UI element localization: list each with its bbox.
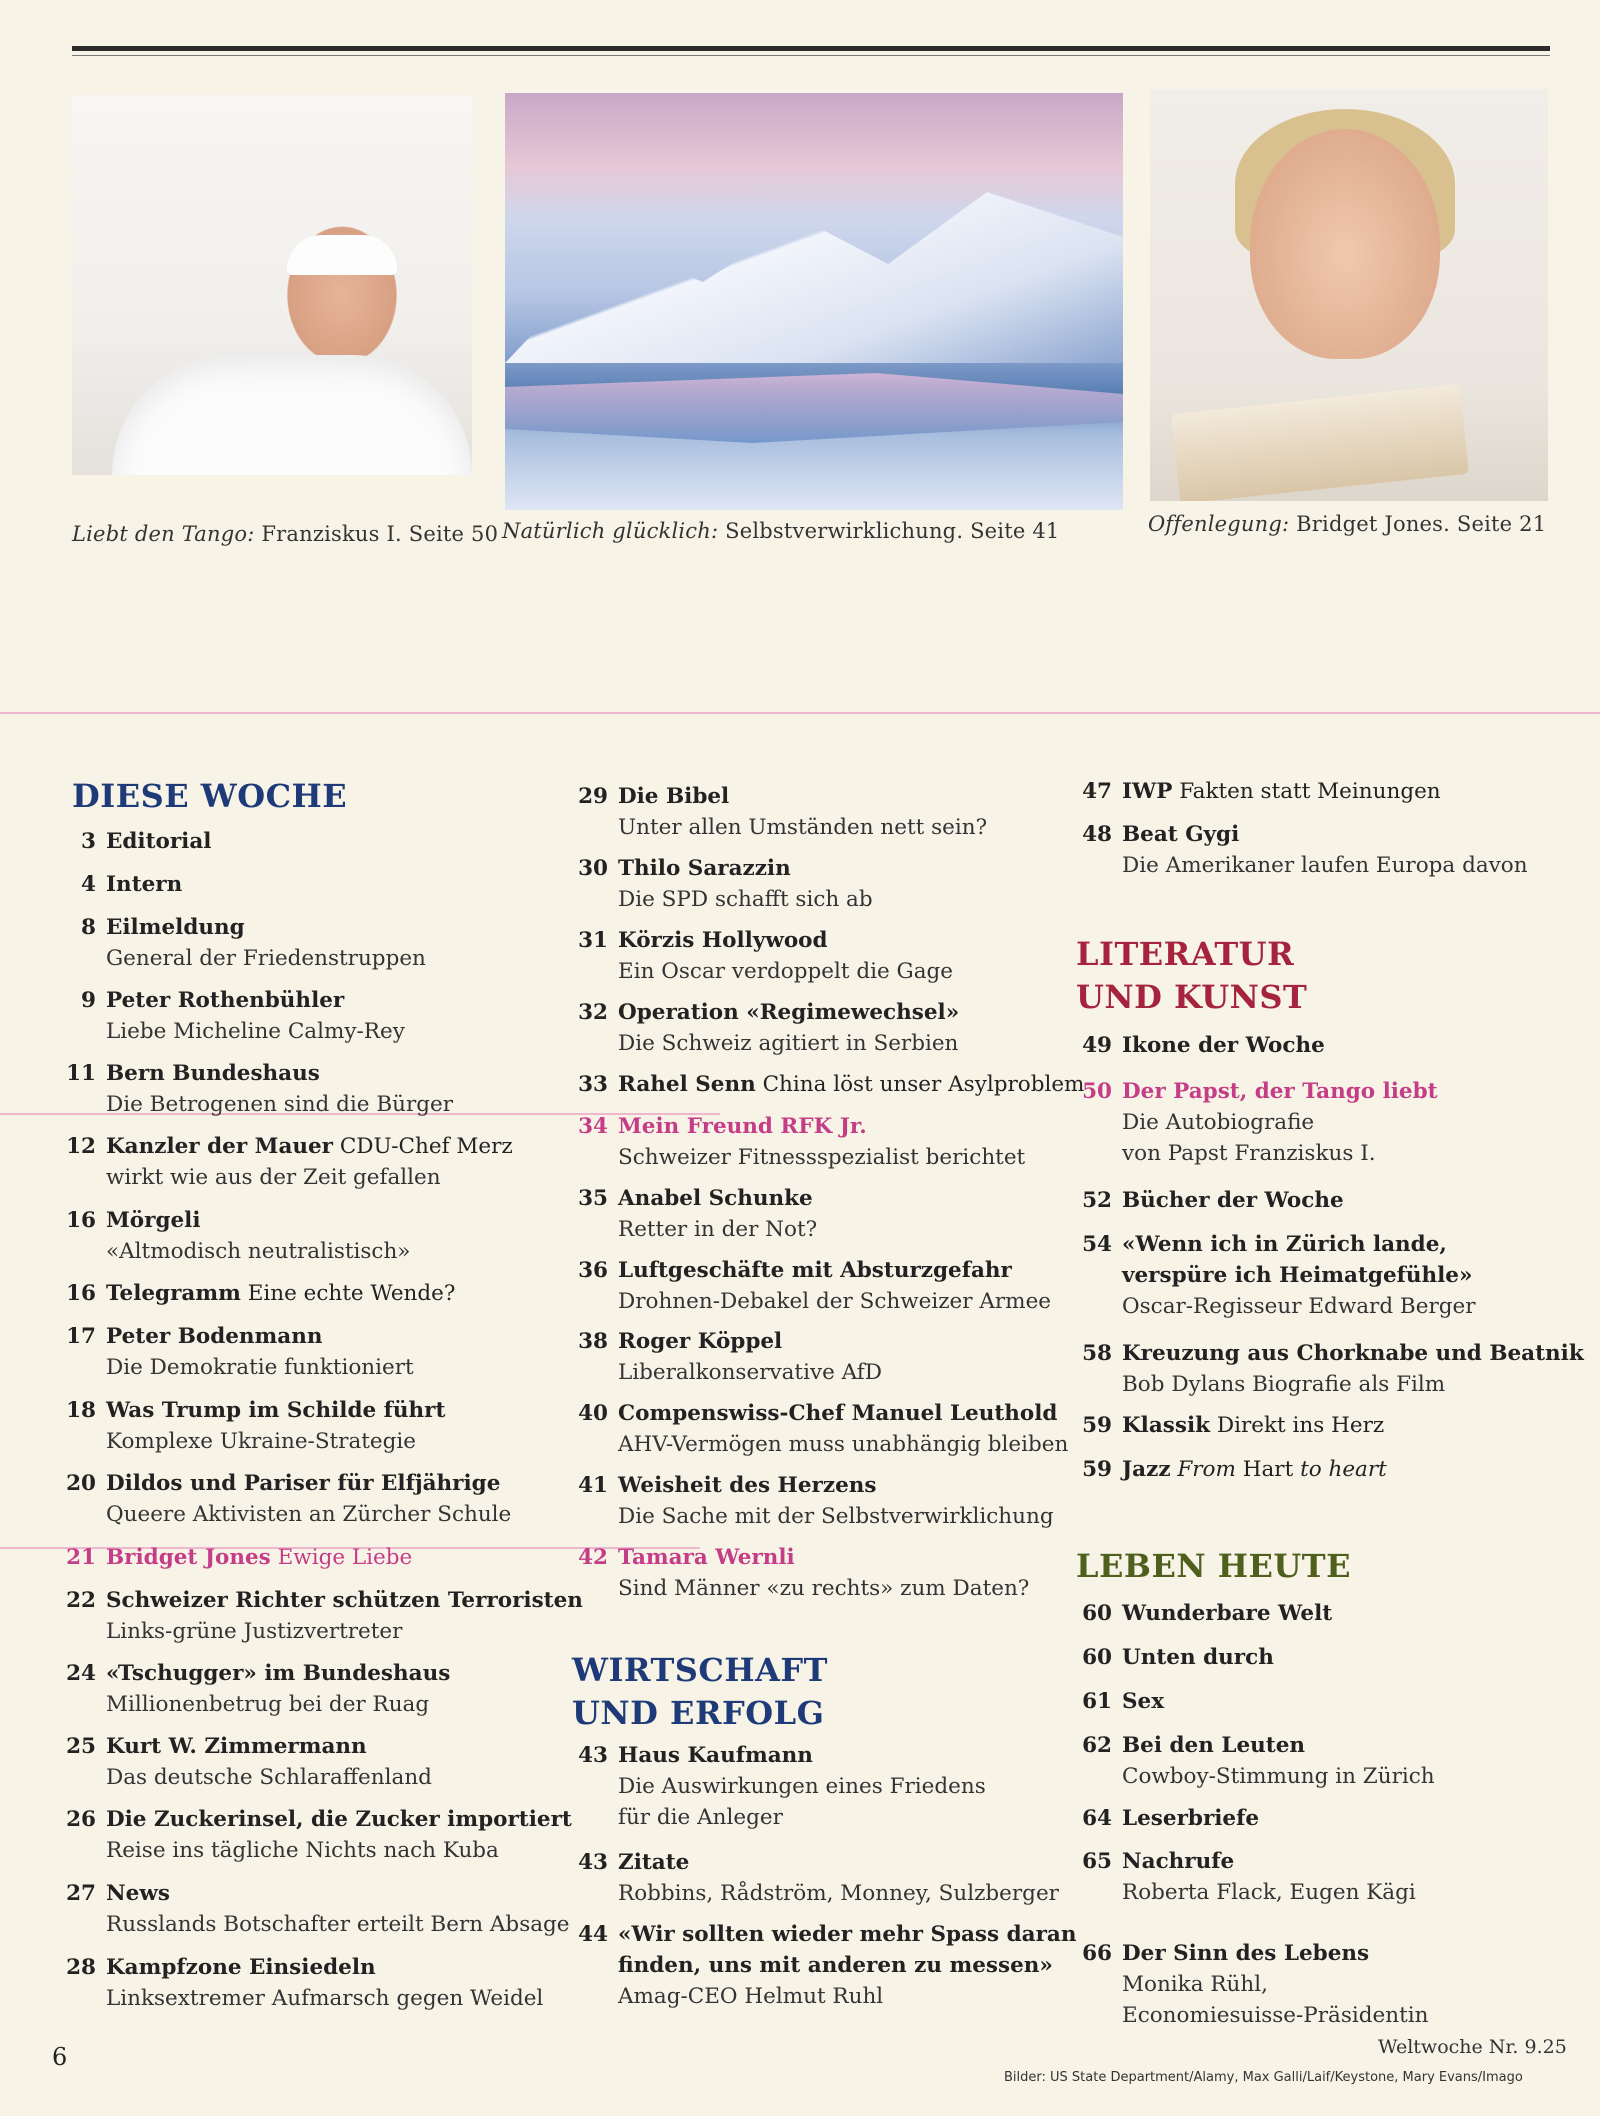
page-number-ref: 43 (578, 1743, 608, 1768)
page-number-ref: 54 (1082, 1232, 1112, 1257)
page-number-ref: 31 (578, 928, 608, 953)
entry-subtitle-line2: von Papst Franziskus I. (1122, 1141, 1376, 1166)
entry-title (1122, 1846, 1234, 1877)
entry-title (106, 1952, 376, 1983)
entry-title-line2: finden, uns mit anderen zu messen» (618, 1953, 1053, 1978)
entry-title (1122, 1730, 1305, 1761)
entry-title-italic: From (1170, 1457, 1236, 1482)
page-number-ref: 62 (1082, 1733, 1112, 1758)
entry-title-rest: Eine echte Wende? (240, 1281, 456, 1306)
entry-title-text: Leserbriefe (1122, 1806, 1260, 1831)
section-heading: LEBEN HEUTE (1076, 1547, 1351, 1585)
entry-subtitle: Die Sache mit der Selbstverwirklichung (618, 1504, 1054, 1529)
entry-title-text: Der Sinn des Lebens (1122, 1941, 1370, 1966)
page-number-ref: 8 (81, 915, 96, 940)
entry-title-rest: Hart (1235, 1457, 1294, 1482)
entry-title (618, 781, 729, 812)
entry-title (106, 1205, 201, 1236)
entry-title (106, 1804, 572, 1835)
entry-subtitle: «Altmodisch neutralistisch» (106, 1239, 411, 1264)
magazine-issue: Weltwoche Nr. 9.25 (1378, 2036, 1567, 2058)
photo-mountain-lake (505, 93, 1123, 510)
entry-title (1122, 1598, 1332, 1629)
section-heading: UND ERFOLG (572, 1694, 825, 1732)
entry-title-rest: Fakten statt Meinungen (1172, 779, 1441, 804)
entry-title (618, 1326, 782, 1357)
page-number-ref: 24 (66, 1661, 96, 1686)
entry-title (106, 1395, 445, 1426)
entry-title (618, 1740, 813, 1771)
page-number-ref: 60 (1082, 1645, 1112, 1670)
entry-subtitle: Millionenbetrug bei der Ruag (106, 1692, 430, 1717)
page-number-ref: 42 (578, 1545, 608, 1570)
section-leben (1076, 1545, 1351, 1588)
entry-title-text: Bern Bundeshaus (106, 1061, 320, 1086)
page-number-ref: 3 (81, 829, 96, 854)
page-number-ref: 34 (578, 1114, 608, 1139)
page-number-ref: 27 (66, 1881, 96, 1906)
entry-subtitle: Unter allen Umständen nett sein? (618, 815, 988, 840)
entry-title-text: Sex (1122, 1689, 1165, 1714)
entry-title (618, 1183, 813, 1214)
entry-title-rest: CDU-Chef Merz (333, 1134, 513, 1159)
entry-title-text: Rahel Senn (618, 1072, 756, 1097)
entry-title-text: Editorial (106, 829, 212, 854)
entry-title-text: IWP (1122, 779, 1173, 804)
page-number-ref: 59 (1082, 1457, 1112, 1482)
caption-mountain: Natürlich glücklich: Selbstverwirklichung. Seite 41 (502, 519, 1060, 543)
entry-title-text: Telegramm (106, 1281, 241, 1306)
page-number-ref: 16 (66, 1281, 96, 1306)
entry-title (1122, 1686, 1164, 1717)
entry-title-text: Wunderbare Welt (1122, 1601, 1333, 1626)
page-number-ref: 26 (66, 1807, 96, 1832)
entry-title-text: Weisheit des Herzens (618, 1473, 877, 1498)
entry-title-text: Mörgeli (106, 1208, 201, 1233)
entry-title-text: Kanzler der Mauer (106, 1134, 334, 1159)
entry-subtitle: Die Amerikaner laufen Europa davon (1122, 853, 1528, 878)
page-number-ref: 61 (1082, 1689, 1112, 1714)
entry-subtitle: Die Auswirkungen eines Friedens (618, 1774, 986, 1799)
photo-bridget-jones (1150, 89, 1548, 501)
page-number-ref: 25 (66, 1734, 96, 1759)
page-number-ref: 40 (578, 1401, 608, 1426)
entry-subtitle: Das deutsche Schlaraffenland (106, 1765, 432, 1790)
page-number-ref: 64 (1082, 1806, 1112, 1831)
entry-title-text: Beat Gygi (1122, 822, 1240, 847)
entry-title-text: Kurt W. Zimmermann (106, 1734, 367, 1759)
page-number-ref: 28 (66, 1955, 96, 1980)
entry-title-text: «Wenn ich in Zürich lande, (1122, 1232, 1447, 1257)
entry-subtitle: Ein Oscar verdoppelt die Gage (618, 959, 954, 984)
entry-subtitle: Russlands Botschafter erteilt Bern Absage (106, 1912, 570, 1937)
entry-title-text: Unten durch (1122, 1645, 1274, 1670)
entry-subtitle: Amag-CEO Helmut Ruhl (618, 1984, 884, 2009)
entry-title-text: Zitate (618, 1850, 690, 1875)
entry-title (1122, 1454, 1387, 1485)
entry-title-text: Ikone der Woche (1122, 1033, 1325, 1058)
entry-title (106, 1658, 450, 1689)
entry-title-rest: China löst unser Asylproblem (755, 1072, 1085, 1097)
entry-subtitle: Queere Aktivisten an Zürcher Schule (106, 1502, 512, 1527)
entry-subtitle: Die Autobiografie (1122, 1110, 1315, 1135)
entry-title (618, 925, 828, 956)
entry-subtitle: Retter in der Not? (618, 1217, 818, 1242)
entry-title-text: Körzis Hollywood (618, 928, 828, 953)
entry-subtitle: Die Betrogenen sind die Bürger (106, 1092, 454, 1117)
section-wirtschaft (572, 1649, 828, 1735)
page-number-ref: 58 (1082, 1341, 1112, 1366)
entry-subtitle: Monika Rühl, (1122, 1972, 1268, 1997)
page-number-ref: 33 (578, 1072, 608, 1097)
entry-title-text: Luftgeschäfte mit Absturzgefahr (618, 1258, 1012, 1283)
entry-title-text: Tamara Wernli (618, 1545, 795, 1570)
photo-credits: Bilder: US State Department/Alamy, Max Galli/Laif/Keystone, Mary Evans/Imago (1004, 2070, 1523, 2085)
entry-subtitle: Liebe Micheline Calmy-Rey (106, 1019, 405, 1044)
top-rule-thin (72, 55, 1550, 56)
entry-title (618, 1470, 876, 1501)
page-number-ref: 20 (66, 1471, 96, 1496)
entry-title-text: Operation «Regimewechsel» (618, 1000, 960, 1025)
entry-title-text: Anabel Schunke (618, 1186, 813, 1211)
page-number-ref: 48 (1082, 822, 1112, 847)
entry-title (106, 826, 211, 857)
entry-title (1122, 1229, 1447, 1260)
entry-title-italic: to heart (1293, 1457, 1387, 1482)
entry-subtitle: Reise ins tägliche Nichts nach Kuba (106, 1838, 499, 1863)
page-number-ref: 49 (1082, 1033, 1112, 1058)
entry-subtitle: Roberta Flack, Eugen Kägi (1122, 1880, 1416, 1905)
page-number-ref: 30 (578, 856, 608, 881)
entry-title (1122, 819, 1239, 850)
entry-title-text: «Wir sollten wieder mehr Spass daran (618, 1922, 1077, 1947)
section-heading: UND KUNST (1076, 978, 1308, 1016)
entry-title (106, 1878, 170, 1909)
entry-subtitle: AHV-Vermögen muss unabhängig bleiben (618, 1432, 1069, 1457)
page-number-ref: 16 (66, 1208, 96, 1233)
entry-subtitle-line2: Economiesuisse-Präsidentin (1122, 2003, 1429, 2028)
page-number-ref: 59 (1082, 1413, 1112, 1438)
entry-title (106, 869, 182, 900)
page-number-ref: 65 (1082, 1849, 1112, 1874)
entry-title-text: Peter Rothenbühler (106, 988, 345, 1013)
entry-title (1122, 1938, 1369, 1969)
entry-title (106, 1542, 412, 1573)
entry-subtitle: wirkt wie aus der Zeit gefallen (106, 1165, 441, 1190)
page-number-ref: 60 (1082, 1601, 1112, 1626)
entry-title (618, 997, 959, 1028)
page-number-ref: 22 (66, 1588, 96, 1613)
entry-subtitle: Sind Männer «zu rechts» zum Daten? (618, 1576, 1030, 1601)
page-number-ref: 66 (1082, 1941, 1112, 1966)
entry-title-text: Schweizer Richter schützen Terroristen (106, 1588, 583, 1613)
entry-subtitle: Cowboy-Stimmung in Zürich (1122, 1764, 1435, 1789)
entry-title (1122, 1642, 1274, 1673)
entry-title-text: Die Zuckerinsel, die Zucker importiert (106, 1807, 572, 1832)
page-number-ref: 18 (66, 1398, 96, 1423)
page-number-ref: 41 (578, 1473, 608, 1498)
entry-title (1122, 1076, 1438, 1107)
entry-title-text: Mein Freund RFK Jr. (618, 1114, 867, 1139)
entry-title (618, 853, 791, 884)
section-literatur (1076, 933, 1307, 1019)
page-number: 6 (52, 2043, 68, 2071)
entry-subtitle: General der Friedenstruppen (106, 946, 426, 971)
entry-subtitle: Oscar-Regisseur Edward Berger (1122, 1294, 1476, 1319)
entry-title (106, 1278, 455, 1309)
entry-title-text: Peter Bodenmann (106, 1324, 323, 1349)
entry-title-text: «Tschugger» im Bundeshaus (106, 1661, 451, 1686)
page-number-ref: 47 (1082, 779, 1112, 804)
entry-title-text: Eilmeldung (106, 915, 245, 940)
entry-title (618, 1398, 1057, 1429)
entry-title-text: Intern (106, 872, 183, 897)
entry-subtitle: Die SPD schafft sich ab (618, 887, 873, 912)
entry-title (106, 912, 245, 943)
entry-title-text: Der Papst, der Tango liebt (1122, 1079, 1438, 1104)
page-number-ref: 4 (81, 872, 96, 897)
entry-title-text: Kreuzung aus Chorknabe und Beatnik (1122, 1341, 1584, 1366)
entry-title-text: Haus Kaufmann (618, 1743, 813, 1768)
entry-title-text: Bridget Jones (106, 1545, 271, 1570)
entry-title (106, 985, 344, 1016)
entry-title-text: Kampfzone Einsiedeln (106, 1955, 376, 1980)
entry-subtitle: Links-grüne Justizvertreter (106, 1619, 403, 1644)
entry-subtitle: Linksextremer Aufmarsch gegen Weidel (106, 1986, 544, 2011)
page-number-ref: 38 (578, 1329, 608, 1354)
entry-title (1122, 776, 1441, 807)
entry-title (1122, 1803, 1259, 1834)
entry-title (1122, 1338, 1584, 1369)
entry-title (106, 1131, 513, 1162)
entry-title-text: News (106, 1881, 170, 1906)
entry-subtitle: Die Demokratie funktioniert (106, 1355, 414, 1380)
page-number-ref: 52 (1082, 1188, 1112, 1213)
entry-title (1122, 1030, 1325, 1061)
page-number-ref: 21 (66, 1545, 96, 1570)
margin-line (0, 712, 1600, 714)
entry-title (106, 1731, 367, 1762)
entry-title-text: Jazz (1122, 1457, 1171, 1482)
entry-subtitle-line2: für die Anleger (618, 1805, 783, 1830)
page-number-ref: 12 (66, 1134, 96, 1159)
page-number-ref: 17 (66, 1324, 96, 1349)
caption-bridget: Offenlegung: Bridget Jones. Seite 21 (1148, 512, 1547, 536)
page-number-ref: 11 (66, 1061, 96, 1086)
entry-subtitle: Die Schweiz agitiert in Serbien (618, 1031, 959, 1056)
entry-title-text: Was Trump im Schilde führt (106, 1398, 446, 1423)
entry-title-text: Roger Köppel (618, 1329, 783, 1354)
entry-title (106, 1321, 323, 1352)
entry-title (618, 1255, 1012, 1286)
page-number-ref: 35 (578, 1186, 608, 1211)
entry-subtitle: Liberalkonservative AfD (618, 1360, 882, 1385)
entry-title-rest: Ewige Liebe (270, 1545, 413, 1570)
entry-title (106, 1468, 500, 1499)
entry-title-text: Bücher der Woche (1122, 1188, 1344, 1213)
page-number-ref: 43 (578, 1850, 608, 1875)
entry-subtitle: Komplexe Ukraine-Strategie (106, 1429, 417, 1454)
entry-title-text: Dildos und Pariser für Elfjährige (106, 1471, 501, 1496)
entry-title (106, 1585, 583, 1616)
entry-title (618, 1111, 867, 1142)
entry-subtitle: Schweizer Fitnessspezialist berichtet (618, 1145, 1026, 1170)
entry-title (618, 1542, 795, 1573)
section-heading: DIESE WOCHE (72, 777, 348, 815)
caption-pope: Liebt den Tango: Franziskus I. Seite 50 (72, 522, 499, 546)
page-number-ref: 50 (1082, 1079, 1112, 1104)
entry-title (618, 1919, 1076, 1950)
entry-title-rest: Direkt ins Herz (1210, 1413, 1385, 1438)
page-number-ref: 29 (578, 784, 608, 809)
entry-title (618, 1847, 689, 1878)
page-number-ref: 44 (578, 1922, 608, 1947)
section-heading: LITERATUR (1076, 935, 1295, 973)
entry-title (1122, 1185, 1344, 1216)
entry-title-text: Compenswiss-Chef Manuel Leuthold (618, 1401, 1058, 1426)
entry-title-text: Bei den Leuten (1122, 1733, 1306, 1758)
entry-subtitle: Bob Dylans Biografie als Film (1122, 1372, 1446, 1397)
entry-title (1122, 1410, 1384, 1441)
entry-title-text: Thilo Sarazzin (618, 856, 791, 881)
entry-title (106, 1058, 320, 1089)
entry-subtitle: Drohnen-Debakel der Schweizer Armee (618, 1289, 1052, 1314)
page-number-ref: 36 (578, 1258, 608, 1283)
entry-title-text: Nachrufe (1122, 1849, 1235, 1874)
entry-title-text: Klassik (1122, 1413, 1211, 1438)
top-rule (72, 46, 1550, 51)
section-diese-woche (72, 775, 347, 818)
entry-title-line2: verspüre ich Heimatgefühle» (1122, 1263, 1473, 1288)
photo-pope (72, 95, 472, 475)
page-number-ref: 32 (578, 1000, 608, 1025)
entry-title-text: Die Bibel (618, 784, 730, 809)
entry-title (618, 1069, 1084, 1100)
page-number-ref: 9 (81, 988, 96, 1013)
section-heading: WIRTSCHAFT (572, 1651, 828, 1689)
entry-subtitle: Robbins, Rådström, Monney, Sulzberger (618, 1881, 1059, 1906)
